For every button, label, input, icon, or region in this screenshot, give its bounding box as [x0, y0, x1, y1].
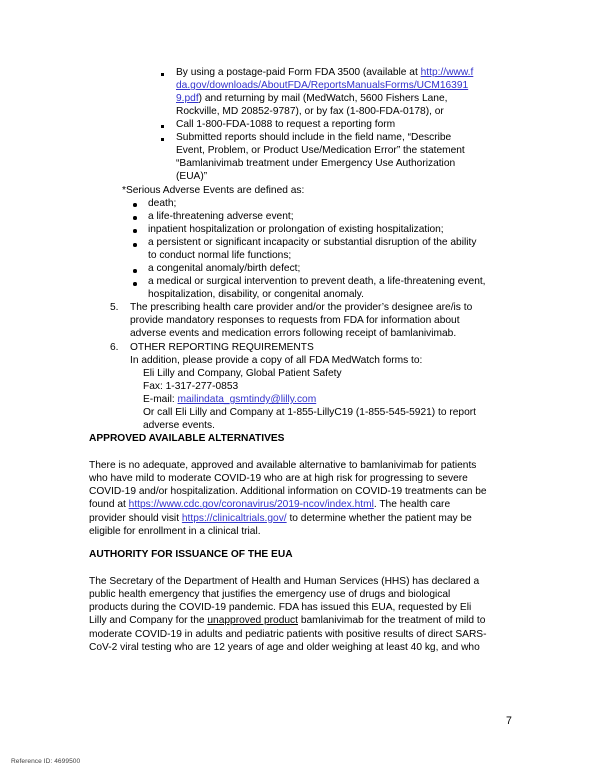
other-reporting-fax: Fax: 1-317-277-0853 — [143, 381, 239, 392]
page-number: 7 — [506, 715, 512, 727]
square-bullet-icon — [161, 125, 164, 128]
serious-adverse-events-intro: *Serious Adverse Events are defined as: — [122, 185, 305, 196]
square-bullet-icon — [161, 138, 164, 141]
list-item: a persistent or significant incapacity or substantial disruption of the ability to conduct normal life functions; — [148, 237, 477, 262]
other-reporting-phone-line-2: adverse events. — [143, 420, 215, 431]
round-bullet-icon — [133, 203, 137, 207]
body-text-mid: . The health care provider should visit — [89, 499, 451, 524]
authority-eua-body — [89, 575, 489, 654]
other-reporting-company: Eli Lilly and Company, Global Patient Safety — [143, 368, 342, 379]
cdc-covid-info-link[interactable]: https://www.cdc.gov/coronavirus/2019-ncov/index.html — [128, 499, 374, 511]
section-heading: APPROVED AVAILABLE ALTERNATIVES — [89, 433, 285, 444]
list-item: death; — [148, 198, 177, 209]
list-item: inpatient hospitalization or prolongation of existing hospitalization; — [148, 224, 444, 235]
other-reporting-email-row — [143, 393, 503, 406]
round-bullet-icon — [133, 216, 137, 220]
requirement-text: The prescribing health care provider and/or the provider’s designee are/is to provide mandatory responses to requests from FDA for information about adverse events and medication errors following receipt of bamlanivimab. — [130, 302, 473, 340]
list-item: a life-threatening adverse event; — [148, 211, 294, 222]
email-label: E-mail: — [143, 394, 178, 405]
requirement-heading: OTHER REPORTING REQUIREMENTS — [130, 342, 314, 353]
reference-id: Reference ID: 4699500 — [11, 758, 81, 765]
fda-medwatch-form-link[interactable]: http://www.fda.gov/downloads/AboutFDA/ReportsManualsForms/UCM163919.pdf — [176, 67, 474, 105]
bullet-text-post: ) and returning by mail (MedWatch, 5600 Fishers Lane, Rockville, MD 20852-9787), or by fax (1-800-FDA-0178), or — [176, 93, 448, 118]
round-bullet-icon — [133, 282, 137, 286]
clinicaltrials-link[interactable]: https://clinicaltrials.gov/ — [181, 512, 287, 524]
lilly-email-link[interactable]: mailindata_gsmtindy@lilly.com — [177, 394, 317, 405]
body-text-post: to determine whether the patient may be eligible for enrollment in a clinical trial. — [89, 512, 472, 537]
bullet-text-pre: Call 1-800-FDA-1088 to request a reporting form — [176, 119, 396, 130]
bullet-text-pre: By using a postage-paid Form FDA 3500 (available at — [176, 67, 421, 78]
body-text-post: bamlanivimab for the treatment of mild to moderate COVID-19 in adults and pediatric patients with positive results of direct SARS-CoV-2 viral testing who are 12 years of age and older weighing at least 40 kg, and who — [89, 615, 487, 653]
square-bullet-icon — [161, 73, 164, 76]
list-item — [176, 118, 476, 131]
section-heading: AUTHORITY FOR ISSUANCE OF THE EUA — [89, 549, 293, 560]
list-number: 5. — [110, 302, 119, 313]
round-bullet-icon — [133, 243, 137, 247]
other-reporting-phone-line-1: Or call Eli Lilly and Company at 1-855-LillyC19 (1-855-545-5921) to report — [143, 407, 476, 418]
bullet-text-pre: Submitted reports should include in the field name, “Describe Event, Problem, or Product Use/Medication Error” the statement “Bamlanivimab treatment under Emergency Use Authorization (EUA)” — [176, 132, 465, 183]
list-item: a congenital anomaly/birth defect; — [148, 263, 301, 274]
unapproved-product-emphasis: unapproved product — [207, 615, 298, 627]
list-item — [176, 66, 476, 119]
list-item: a medical or surgical intervention to prevent death, a life-threatening event, hospitalization, disability, or congenital anomaly. — [148, 276, 486, 301]
approved-alternatives-body — [89, 459, 487, 538]
list-number: 6. — [110, 342, 119, 353]
body-text-pre: The Secretary of the Department of Health and Human Services (HHS) has declared a public health emergency that justifies the emergency use of drugs and biological products during the COVID-19 pandemic. FDA has issued this EUA, requested by Eli Lilly and Company for the — [89, 576, 480, 627]
body-text-pre: There is no adequate, approved and available alternative to bamlanivimab for patients who have mild to moderate COVID-19 who are at high risk for progressing to severe COVID-19 and/or hospitalization. Additional information on COVID-19 treatments can be found at — [89, 460, 487, 511]
round-bullet-icon — [133, 229, 137, 233]
other-reporting-intro: In addition, please provide a copy of all FDA MedWatch forms to: — [130, 355, 423, 366]
round-bullet-icon — [133, 269, 137, 273]
list-item — [176, 131, 476, 184]
